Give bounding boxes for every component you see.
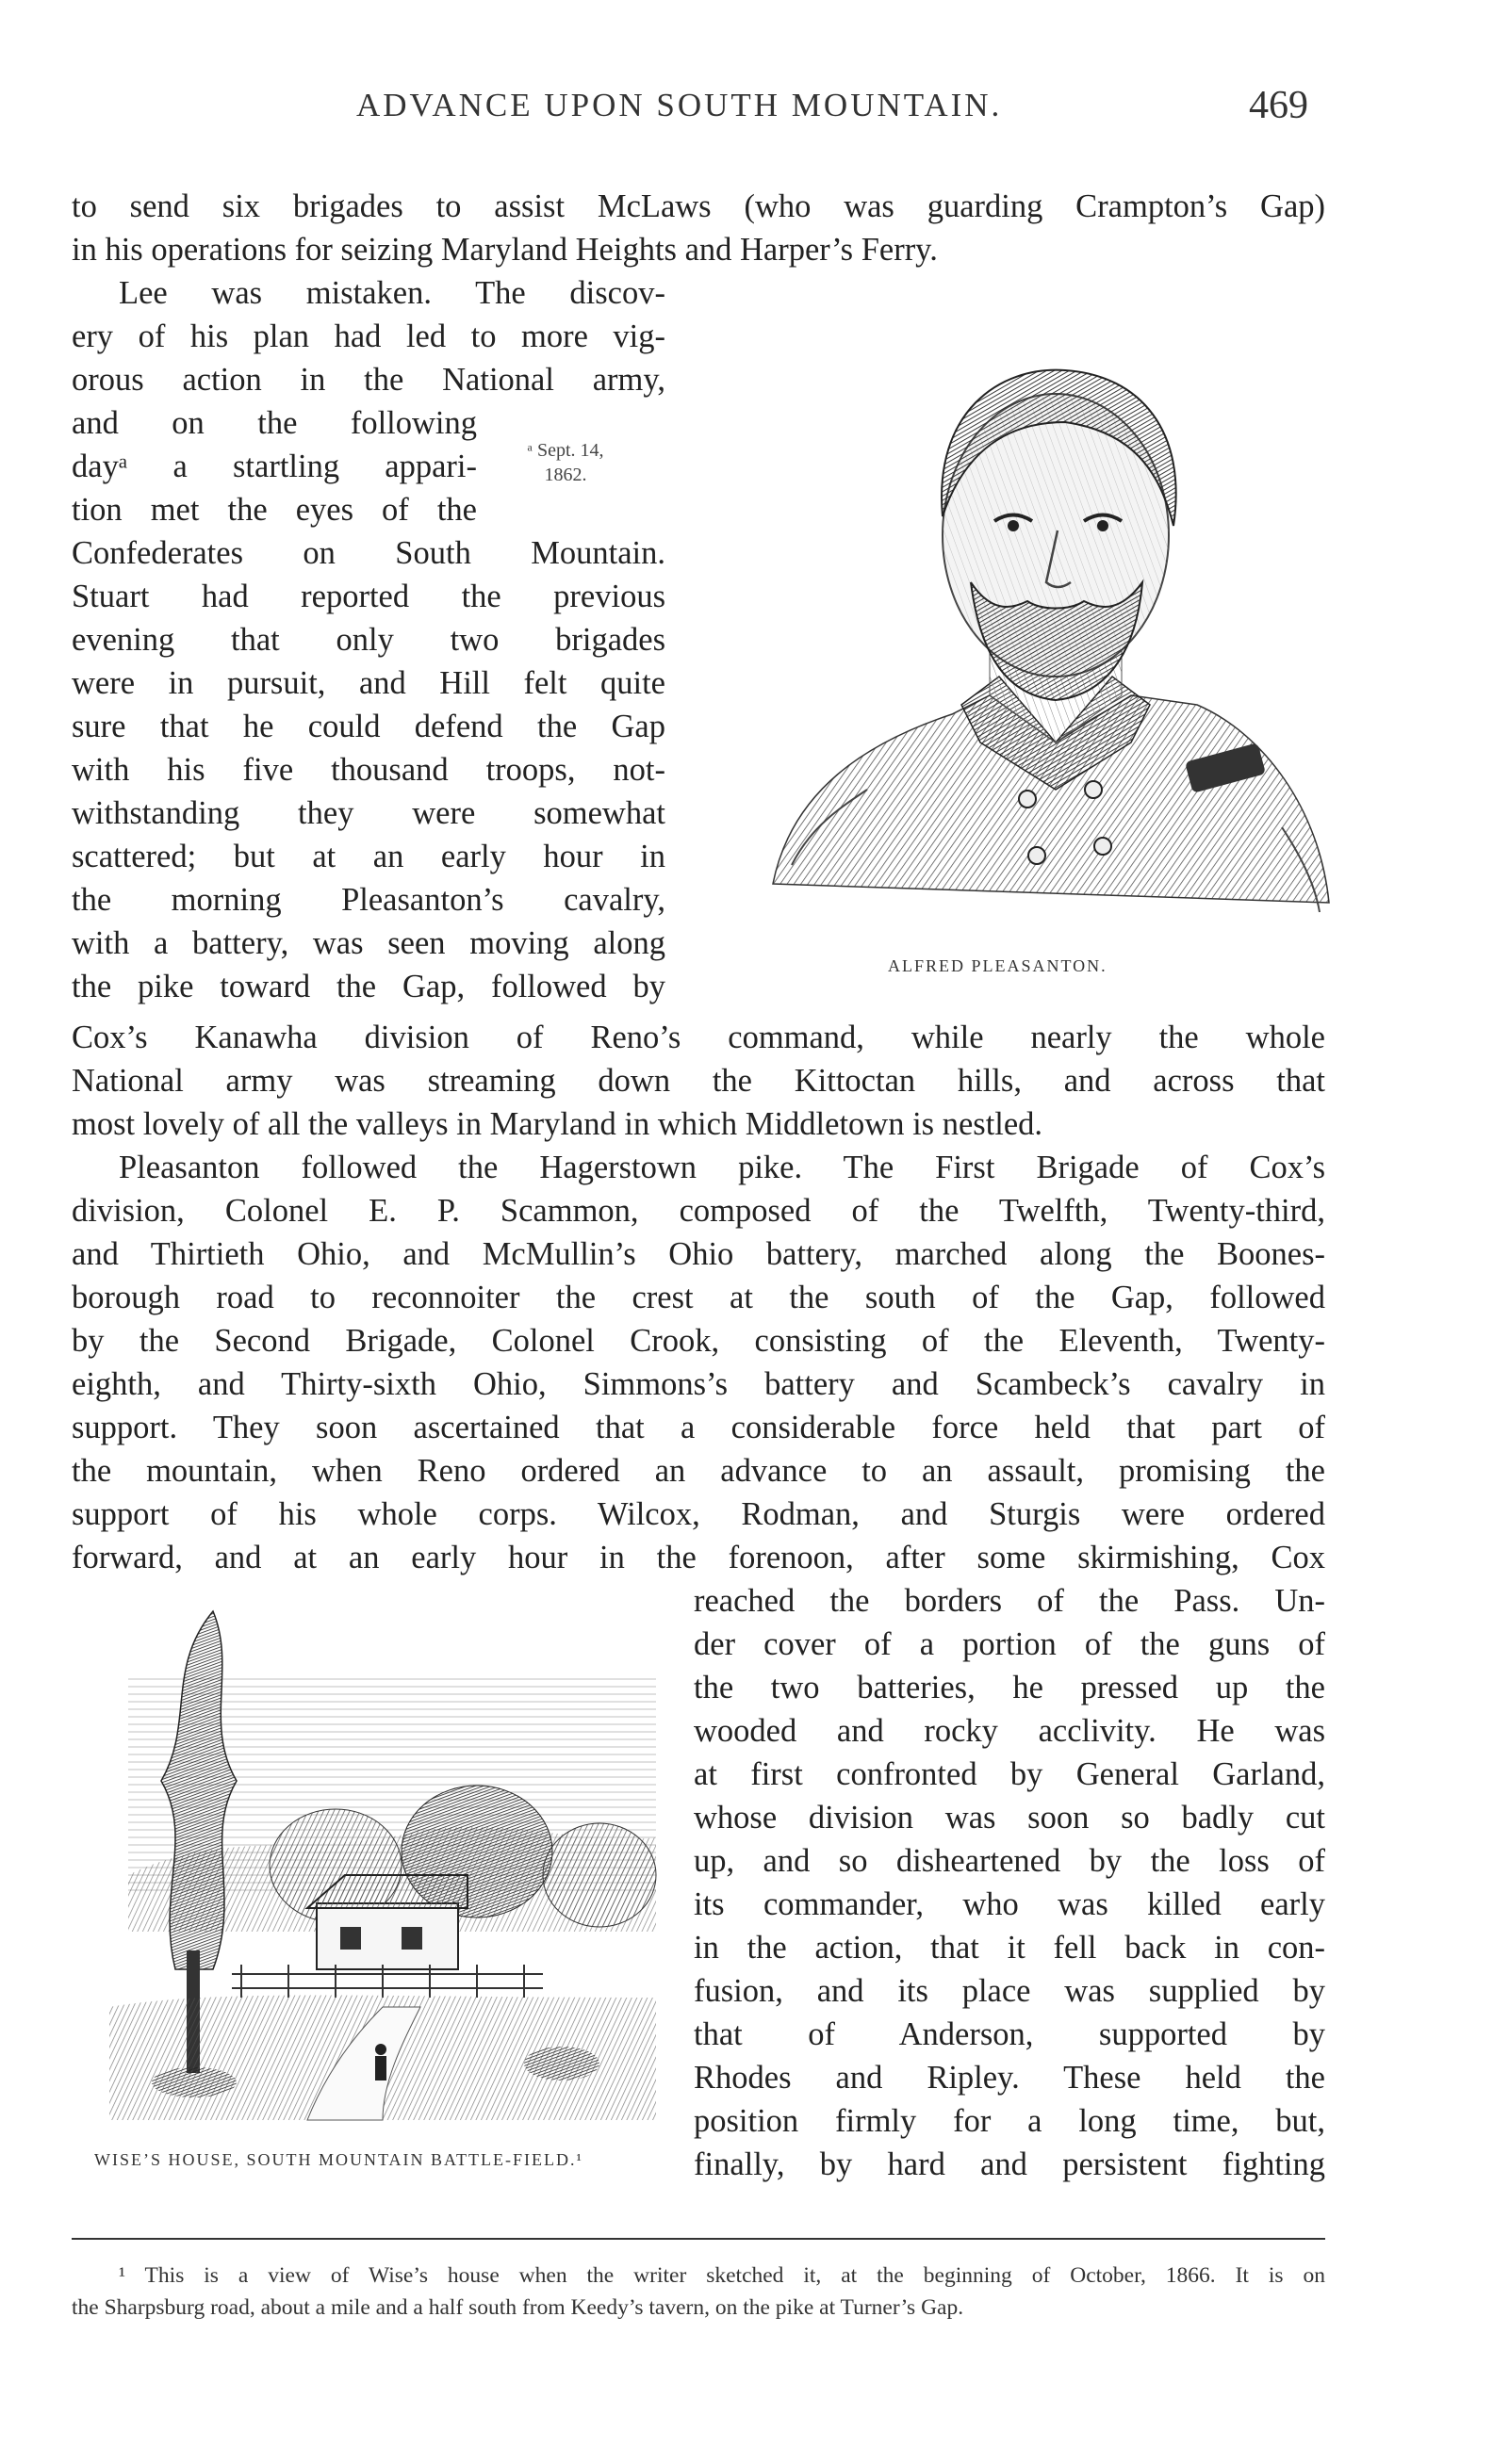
portrait-engraving: [754, 300, 1338, 940]
body-line: the mountain, when Reno ordered an advance to an assault, promising the: [72, 1453, 1325, 1489]
page-header: [0, 84, 1493, 143]
portrait-caption: ALFRED PLEASANTON.: [888, 956, 1107, 975]
landscape-engraving: [72, 1592, 675, 2139]
body-line: ery of his plan had led to more vig-: [72, 318, 665, 354]
body-line: the morning Pleasanton’s cavalry,: [72, 882, 665, 918]
body-line: fusion, and its place was supplied by: [694, 1973, 1325, 2009]
footnote-rule: [72, 2238, 1325, 2240]
body-line: at first confronted by General Garland,: [694, 1756, 1325, 1792]
footnote-line: the Sharpsburg road, about a mile and a half south from Keedy’s tavern, on the pike at Turner’s Gap.: [72, 2295, 964, 2320]
body-line: the two batteries, he pressed up the: [694, 1670, 1325, 1705]
body-line: sure that he could defend the Gap: [72, 709, 665, 744]
body-line: scattered; but at an early hour in: [72, 839, 665, 874]
body-line: the pike toward the Gap, followed by: [72, 969, 665, 1004]
body-line: support of his whole corps. Wilcox, Rodman, and Sturgis were ordered: [72, 1496, 1325, 1532]
body-line: borough road to reconnoiter the crest at the south of the Gap, followed: [72, 1280, 1325, 1315]
footnote-line: ¹ This is a view of Wise’s house when the writer sketched it, at the beginning of October, 1866. It is on: [119, 2263, 1325, 2288]
body-line: Stuart had reported the previous: [72, 579, 665, 614]
body-line: whose division was soon so badly cut: [694, 1800, 1325, 1836]
body-line: Pleasanton followed the Hagerstown pike. The First Brigade of Cox’s: [119, 1150, 1325, 1185]
body-line: in his operations for seizing Maryland Heights and Harper’s Ferry.: [72, 232, 938, 268]
body-line: by the Second Brigade, Colonel Crook, consisting of the Eleventh, Twenty-: [72, 1323, 1325, 1359]
body-line: Confederates on South Mountain.: [72, 535, 665, 571]
body-line: and on the following: [72, 405, 477, 441]
portrait-illustration: [754, 300, 1338, 940]
body-line: with a battery, was seen moving along: [72, 925, 665, 961]
body-line: to send six brigades to assist McLaws (who was guarding Crampton’s Gap): [72, 188, 1325, 224]
body-line: National army was streaming down the Kittoctan hills, and across that: [72, 1063, 1325, 1099]
body-line: dayᵃ a startling appari-: [72, 449, 477, 484]
body-line: that of Anderson, supported by: [694, 2016, 1325, 2052]
marginal-date-year: 1862.: [544, 465, 587, 485]
page-number: 469: [1249, 84, 1308, 127]
body-line: evening that only two brigades: [72, 622, 665, 658]
landscape-caption: WISE’S HOUSE, SOUTH MOUNTAIN BATTLE-FIELD.¹: [94, 2150, 583, 2169]
body-line: with his five thousand troops, not-: [72, 752, 665, 788]
body-line: der cover of a portion of the guns of: [694, 1626, 1325, 1662]
body-line: forward, and at an early hour in the forenoon, after some skirmishing, Cox: [72, 1540, 1325, 1575]
body-line: wooded and rocky acclivity. He was: [694, 1713, 1325, 1749]
body-line: withstanding they were somewhat: [72, 795, 665, 831]
marginal-date-note: [509, 438, 622, 487]
body-line: and Thirtieth Ohio, and McMullin’s Ohio battery, marched along the Boones-: [72, 1236, 1325, 1272]
body-line: most lovely of all the valleys in Maryland in which Middletown is nestled.: [72, 1106, 1043, 1142]
body-line: its commander, who was killed early: [694, 1886, 1325, 1922]
running-head: ADVANCE UPON SOUTH MOUNTAIN.: [356, 87, 1003, 123]
body-line: Cox’s Kanawha division of Reno’s command, while nearly the whole: [72, 1020, 1325, 1055]
landscape-illustration: [72, 1592, 675, 2139]
marginal-date-line: ᵃ Sept. 14,: [527, 440, 604, 461]
body-line: Rhodes and Ripley. These held the: [694, 2060, 1325, 2096]
body-line: position firmly for a long time, but,: [694, 2103, 1325, 2139]
body-line: support. They soon ascertained that a considerable force held that part of: [72, 1410, 1325, 1445]
body-line: eighth, and Thirty-sixth Ohio, Simmons’s battery and Scambeck’s cavalry in: [72, 1366, 1325, 1402]
body-line: reached the borders of the Pass. Un-: [694, 1583, 1325, 1619]
body-line: orous action in the National army,: [72, 362, 665, 398]
body-line: tion met the eyes of the: [72, 492, 477, 528]
body-line: in the action, that it fell back in con-: [694, 1930, 1325, 1966]
body-line: Lee was mistaken. The discov-: [119, 275, 665, 311]
body-line: up, and so disheartened by the loss of: [694, 1843, 1325, 1879]
body-line: division, Colonel E. P. Scammon, composed of the Twelfth, Twenty-third,: [72, 1193, 1325, 1229]
body-line: were in pursuit, and Hill felt quite: [72, 665, 665, 701]
body-line: finally, by hard and persistent fighting: [694, 2146, 1325, 2182]
